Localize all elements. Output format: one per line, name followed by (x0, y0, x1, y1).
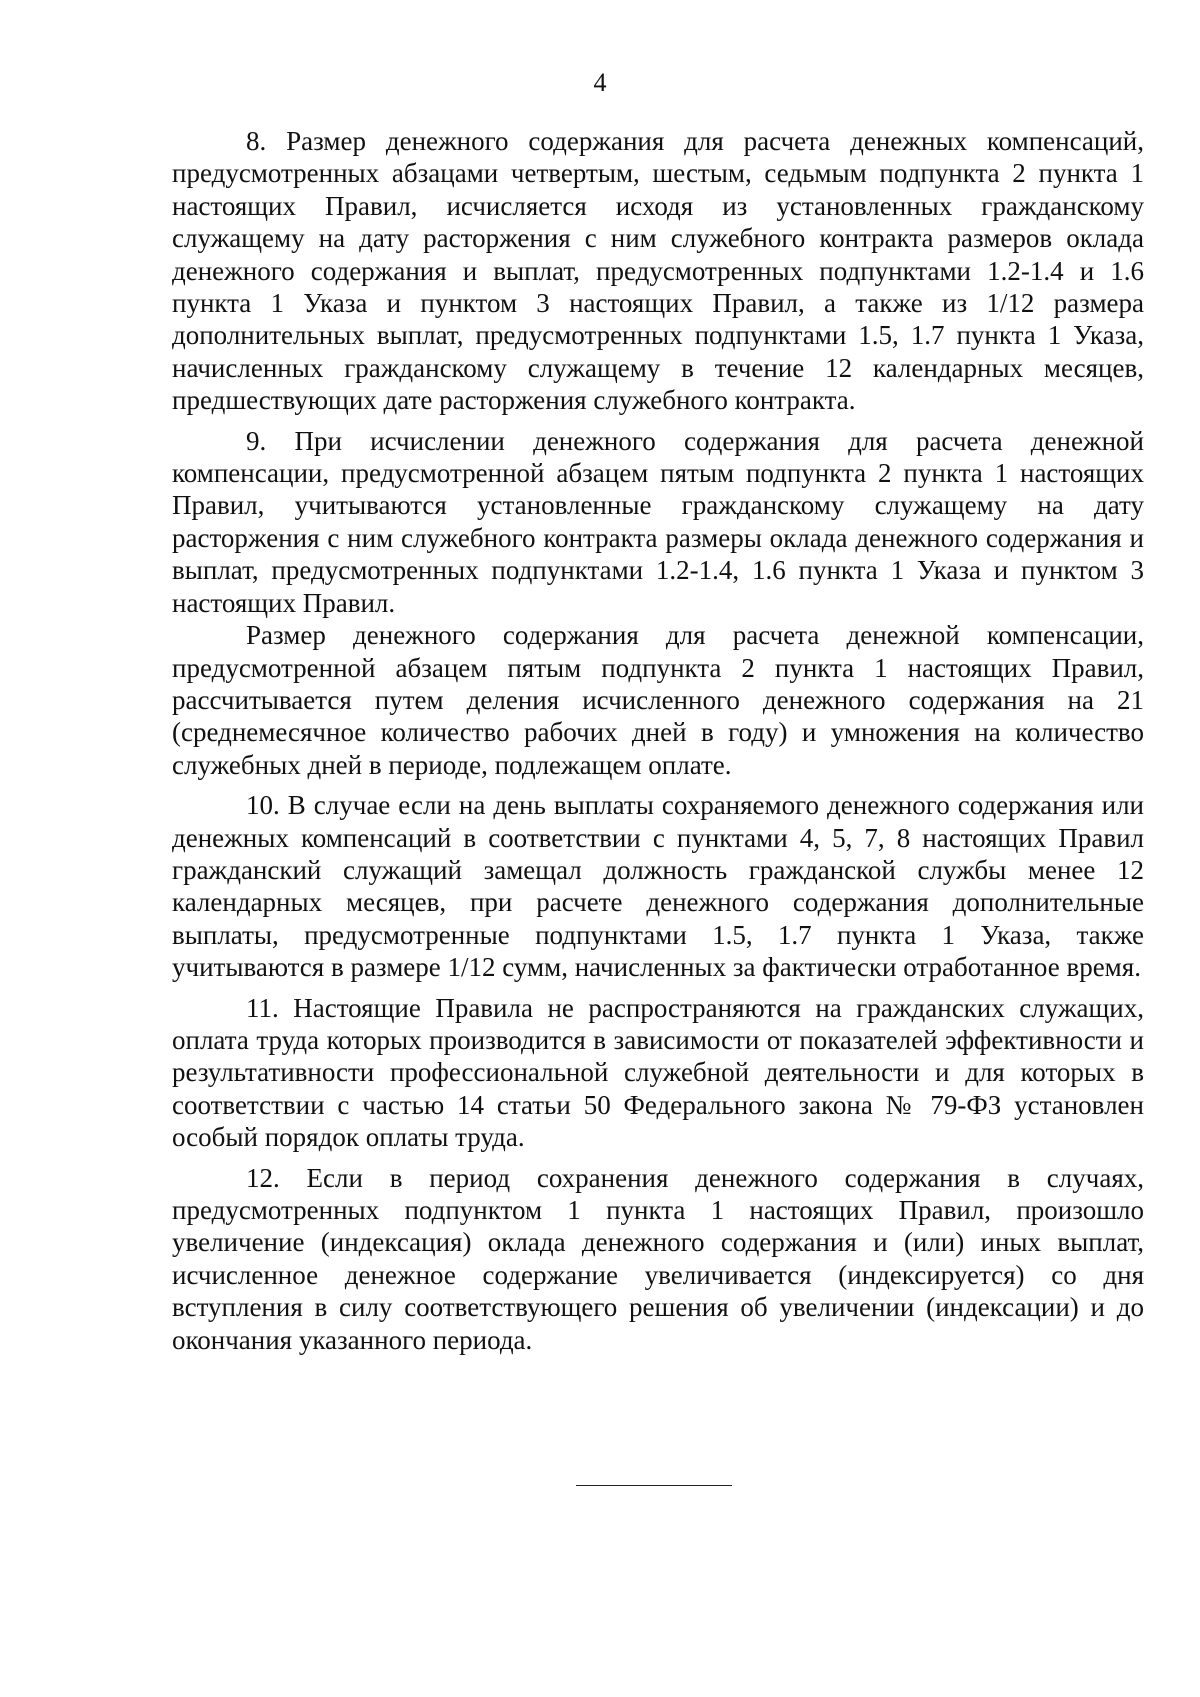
paragraph-11: 11. Настоящие Правила не распространяются на гражданских служащих, оплата труда которых производится в зависимости от показателей эффективности и результативности профессиональной служебной деятельности и для которых в соответствии с частью 14 статьи 50 Федерального закона № 79-ФЗ установлен особый порядок оплаты труда. (172, 992, 1144, 1153)
paragraph-9-continuation: Размер денежного содержания для расчета денежной компенсации, предусмотренной абзацем пятым подпункта 2 пункта 1 настоящих Правил, рассчитывается путем деления исчисленного денежного содержания на 21 (среднемесячное количество рабочих дней в году) и умножения на количество служебных дней в периоде, подлежащем оплате. (172, 620, 1144, 780)
page-number: 4 (593, 68, 607, 97)
paragraph-8: 8. Размер денежного содержания для расчета денежных компенсаций, предусмотренных абзацами четвертым, шестым, седьмым подпункта 2 пункта 1 настоящих Правил, исчисляется исходя из установленных гражданскому служащему на дату расторжения с ним служебного контракта размеров оклада денежного содержания и выплат, предусмотренных подпунктами 1.2-1.4 и 1.6 пункта 1 Указа и пунктом 3 настоящих Правил, а также из 1/12 размера дополнительных выплат, предусмотренных подпунктами 1.5, 1.7 пункта 1 Указа, начисленных гражданскому служащему в течение 12 календарных месяцев, предшествующих дате расторжения служебного контракта. (172, 126, 1144, 416)
end-of-document-rule (576, 1485, 732, 1486)
paragraph-10: 10. В случае если на день выплаты сохраняемого денежного содержания или денежных компенсаций в соответствии с пунктами 4, 5, 7, 8 настоящих Правил гражданский служащий замещал должность гражданской службы менее 12 календарных месяцев, при расчете денежного содержания дополнительные выплаты, предусмотренные подпунктами 1.5, 1.7 пункта 1 Указа, также учитываются в размере 1/12 сумм, начисленных за фактически отработанное время. (172, 790, 1144, 983)
paragraph-9: 9. При исчислении денежного содержания для расчета денежной компенсации, предусмотренной абзацем пятым подпункта 2 пункта 1 настоящих Правил, учитываются установленные гражданскому служащему на дату расторжения с ним служебного контракта размеры оклада денежного содержания и выплат, предусмотренных подпунктами 1.2-1.4, 1.6 пункта 1 Указа и пунктом 3 настоящих Правил. (172, 425, 1144, 618)
paragraph-12: 12. Если в период сохранения денежного содержания в случаях, предусмотренных подпунктом 1 пункта 1 настоящих Правил, произошло увеличение (индексация) оклада денежного содержания и (или) иных выплат, исчисленное денежное содержание увеличивается (индексируется) со дня вступления в силу соответствующего решения об увеличении (индексации) и до окончания указанного периода. (172, 1162, 1144, 1355)
document-body (172, 125, 1144, 1356)
